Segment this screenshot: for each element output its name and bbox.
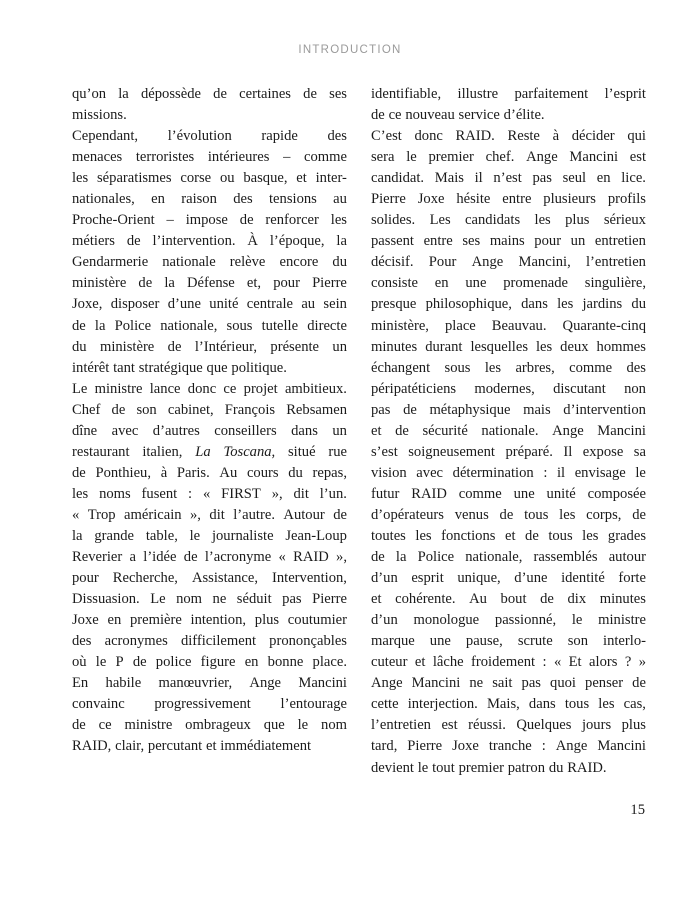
text-line: échangent sous les arbres, comme des — [371, 359, 646, 376]
text-line: futur RAID comme une unité composée — [371, 485, 646, 502]
text-line: Dissuasion. Le nom ne séduit pas Pierre — [72, 591, 347, 608]
text-line: ministère de la Défense et, pour Pierre — [72, 275, 347, 292]
text-line: « Trop américain », dit l’autre. Autour de — [72, 506, 347, 523]
text-line: s’est soigneusement préparé. Il expose sa — [371, 443, 646, 460]
text-line: intérêt tant stratégique que politique. — [72, 359, 287, 376]
text-line: péripatéticiens modernes, discutant non — [371, 380, 646, 397]
text-line: des acronymes difficilement prononçables — [72, 633, 347, 650]
paragraph — [371, 84, 646, 126]
text-line: menaces terroristes intérieures – comme — [72, 149, 347, 166]
page-number: 15 — [630, 802, 645, 818]
text-line: Le ministre lance donc ce projet ambitieux. — [72, 380, 347, 397]
text-line: devient le tout premier patron du RAID. — [371, 759, 607, 776]
text-line: dîne avec d’autres conseillers dans un — [72, 422, 347, 439]
text-line: Joxe, disposer d’une unité centrale au sein — [72, 296, 347, 313]
text-line: sera le premier chef. Ange Mancini est — [371, 149, 646, 166]
text-line: Ange Mancini ne sait pas quoi penser de — [371, 675, 646, 692]
paragraph — [371, 126, 646, 778]
text-line: pas de métaphysique mais d’intervention — [371, 401, 646, 418]
text-line: Pierre Joxe hésite entre plusieurs profils — [371, 191, 646, 208]
paragraph — [72, 126, 347, 379]
text-line: convainc progressivement l’entourage — [72, 696, 347, 713]
text-line: identifiable, illustre parfaitement l’esprit — [371, 86, 646, 102]
text-line: métiers de l’intervention. À l’époque, la — [72, 233, 347, 250]
text-line: les séparatismes corse ou basque, et inter- — [72, 170, 347, 187]
text-line: du ministère de l’Intérieur, présente un — [72, 338, 347, 355]
text-line: et de sécurité nationale. Ange Mancini — [371, 422, 646, 439]
text-line: restaurant italien, La Toscana, situé rue — [72, 443, 347, 460]
text-line: tard, Pierre Joxe tranche : Ange Mancini — [371, 738, 646, 755]
text-line: cuteur et lâche froidement : « Et alors ? » — [371, 654, 646, 671]
text-line: marque une pause, scrute son interlo- — [371, 633, 646, 650]
text-line: Gendarmerie nationale relève encore du — [72, 254, 347, 271]
text-line: qu’on la dépossède de certaines de ses — [72, 86, 347, 102]
text-line: et cohérente. Au bout de dix minutes — [371, 591, 646, 608]
running-head: INTRODUCTION — [298, 44, 402, 56]
left-column — [72, 84, 347, 779]
text-line: passent entre ses mains pour un entretien — [371, 233, 646, 250]
text-line: de ce ministre ombrageux que le nom — [72, 717, 347, 734]
text-line: cette interjection. Mais, dans tous les cas, — [371, 696, 646, 713]
text-line: la grande table, le journaliste Jean-Loup — [72, 527, 347, 544]
text-line: Cependant, l’évolution rapide des — [72, 128, 347, 145]
text-line: En habile manœuvrier, Ange Mancini — [72, 675, 347, 692]
text-line: Proche-Orient – impose de renforcer les — [72, 212, 347, 229]
text-line: nationales, en raison des tensions au — [72, 191, 347, 208]
text-line: C’est donc RAID. Reste à décider qui — [371, 128, 646, 145]
text-line: solides. Les candidats les plus sérieux — [371, 212, 646, 229]
text-line: pour Recherche, Assistance, Intervention, — [72, 570, 347, 587]
text-line: consiste en une promenade singulière, — [371, 275, 646, 292]
text-line: les noms fusent : « FIRST », dit l’un. — [72, 485, 347, 502]
text-line: presque philosophique, dans les jardins du — [371, 296, 646, 313]
text-line: l’entretien est réussi. Quelques jours plus — [371, 717, 646, 734]
paragraph — [72, 379, 347, 758]
text-line: minutes durant lesquelles les deux hommes — [371, 338, 646, 355]
text-line: de la Police nationale, rassemblés autour — [371, 549, 646, 566]
text-line: d’un esprit unique, d’une identité forte — [371, 570, 646, 587]
right-column — [371, 84, 646, 779]
paragraph — [72, 84, 347, 126]
text-line: d’opérateurs venus de tous les corps, de — [371, 506, 646, 523]
text-line: Reverier a l’idée de l’acronyme « RAID », — [72, 549, 347, 566]
text-line: de la Police nationale, sous tutelle directe — [72, 317, 347, 334]
text-line: décisif. Pour Ange Mancini, l’entretien — [371, 254, 646, 271]
text-line: candidat. Mais il n’est pas seul en lice. — [371, 170, 646, 187]
text-line: Chef de son cabinet, François Rebsamen — [72, 401, 347, 418]
text-line: missions. — [72, 107, 127, 124]
text-line: de ce nouveau service d’élite. — [371, 107, 545, 124]
text-line: Joxe en première intention, plus coutumier — [72, 612, 347, 629]
text-line: vision avec détermination : il envisage le — [371, 464, 646, 481]
text-line: toutes les fonctions et de tous les grades — [371, 527, 646, 544]
text-line: d’un monologue passionné, le ministre — [371, 612, 646, 629]
text-line: RAID, clair, percutant et immédiatement — [72, 738, 312, 755]
text-line: ministère, place Beauvau. Quarante-cinq — [371, 317, 646, 334]
text-columns — [72, 84, 646, 779]
text-line: où le P de police figure en bonne place. — [72, 654, 347, 671]
text-line: de Ponthieu, à Paris. Au cours du repas, — [72, 464, 347, 481]
